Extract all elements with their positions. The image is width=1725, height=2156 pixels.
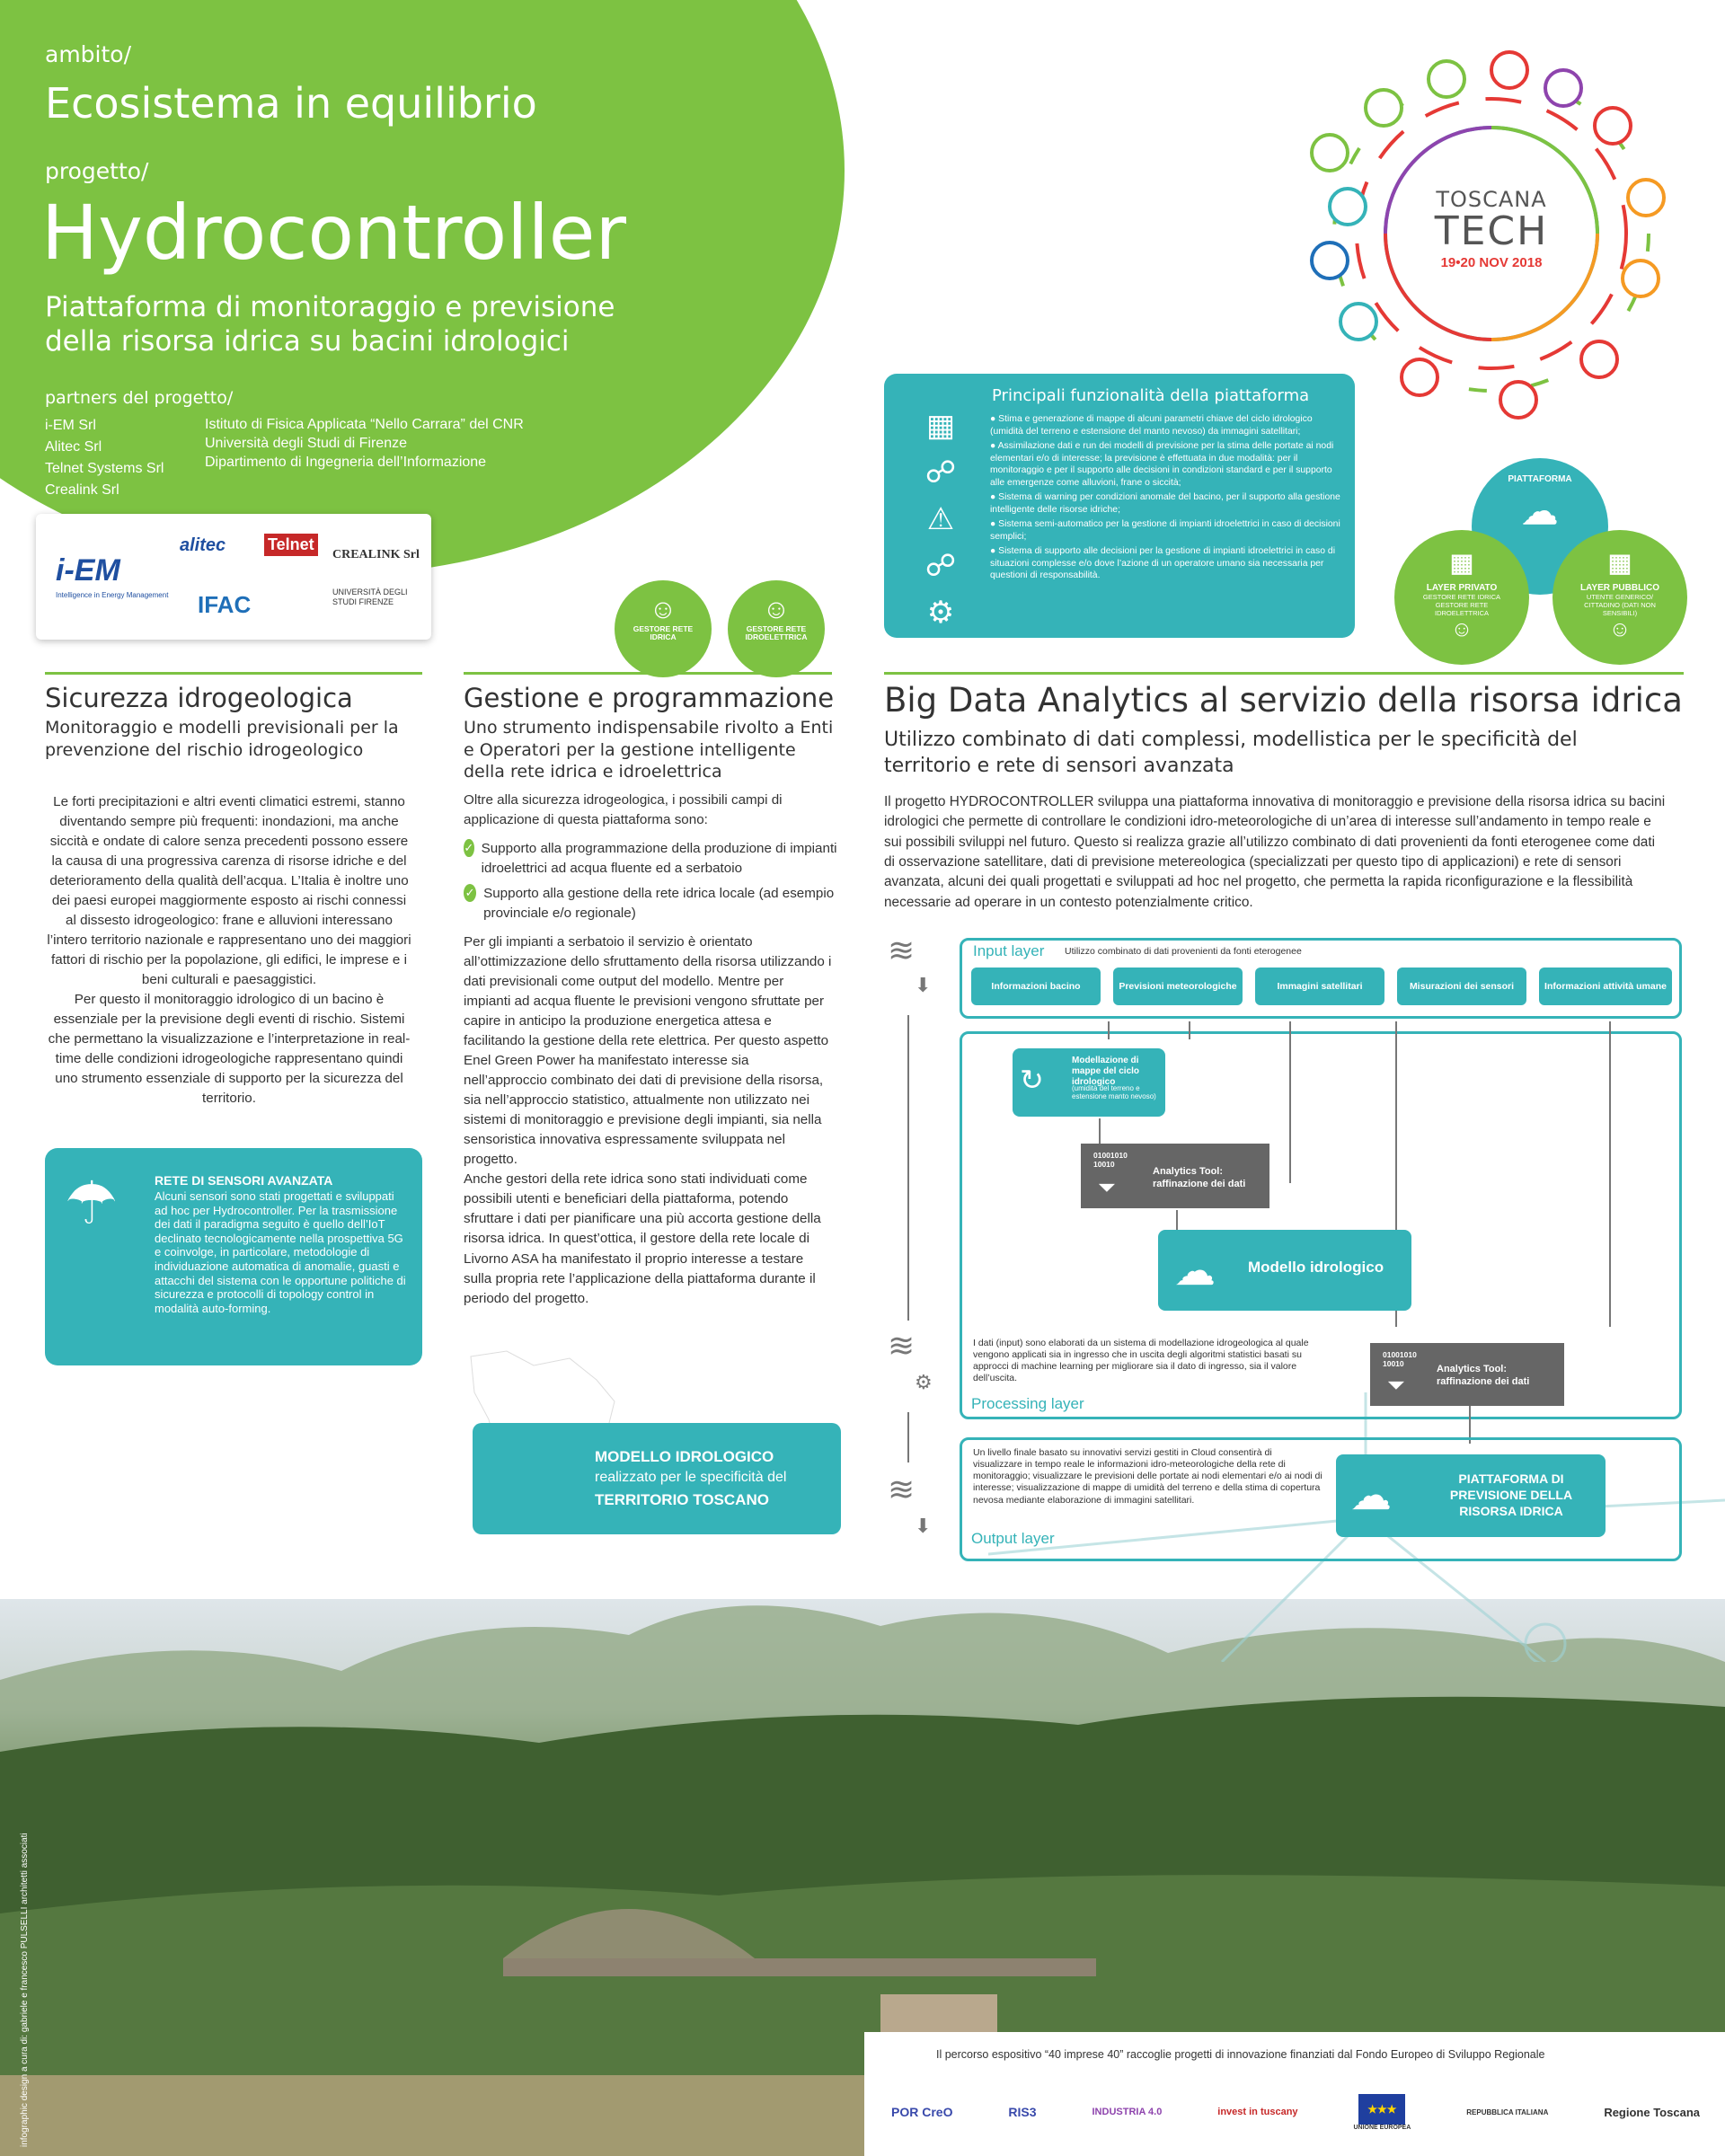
gestione-intro: Oltre alla sicurezza idrogeologica, i possibili campi di applicazione di questa piattaforma sono: (464, 792, 783, 828)
partners-left (45, 415, 164, 501)
rain-icon: ☁ (1174, 1247, 1216, 1294)
input-chip: Informazioni bacino (971, 968, 1101, 1005)
partners-label: partners del progetto/ (45, 388, 234, 408)
funzionalita-box (884, 374, 1355, 638)
telnet-logo: Telnet (264, 534, 318, 556)
flow-line (907, 1015, 909, 1321)
flow-line (907, 1412, 909, 1462)
partner: Università degli Studi di Firenze (205, 436, 407, 451)
pubblico-icon: ▦ (1607, 549, 1632, 577)
upload-icon: ⬇ (915, 1515, 932, 1537)
progetto-label: progetto/ (45, 158, 149, 184)
rete-sensori-title: RETE DI SENSORI AVANZATA (155, 1173, 333, 1188)
check-icon: ✓ (464, 839, 474, 857)
ris3-logo: RIS3 (1008, 2105, 1037, 2119)
analytics-tool-1: 01001010 10010 ⏷ Analytics Tool: raffinazione dei dati (1081, 1144, 1269, 1208)
people-network-icon: ☍ (924, 549, 957, 583)
footer-bar (864, 2032, 1725, 2156)
por-creo-logo: POR CreO (891, 2105, 953, 2119)
partner: Alitec Srl (45, 439, 102, 455)
modello-box-line3: TERRITORIO TOSCANO (595, 1491, 769, 1508)
bigdata-body: Il progetto HYDROCONTROLLER sviluppa una piattaforma innovativa di monitoraggio e previsione della risorsa idrica su bacini idrologici che permette di controllare le condizioni idro-meteorologiche di un’area di interesse sull’andamento in tempo reale e sui possibili sviluppi nel futuro. Questo si realizza grazie all’utilizzo combinato di dati provenienti da fonti eterogenee come dati di osservazione satellitare, dati di previsione metereologica (specializzati per questo tipo di applicazioni) e rete di sensori avanzata, alcuni dei quali progettati e sviluppati ad hoc nel progetto, che permetta la rapida riconfigurazione e la flessibilità necessarie ad operare in un contesto potenzialmente critico. (884, 794, 1666, 910)
processing-layer-label: Processing layer (971, 1395, 1084, 1412)
gestore-idrica-icon: ☺ (649, 595, 677, 624)
column-rule (464, 672, 832, 675)
warning-icon: ⚠ (926, 502, 955, 536)
platform-icon: ☁ (1522, 492, 1558, 532)
partner: Istituto di Fisica Applicata “Nello Carrara” del CNR (205, 417, 524, 432)
processing-layer-box (960, 1031, 1682, 1419)
rete-sensori-box (45, 1148, 422, 1365)
funzionalita-list (990, 413, 1340, 582)
input-layer-label: Input layer (973, 942, 1045, 959)
sicurezza-title: Sicurezza idrogeologica (45, 683, 353, 713)
partner: Dipartimento di Ingegneria dell’Informazione (205, 455, 487, 470)
input-chip: Immagini satellitari (1255, 968, 1384, 1005)
partner: Telnet Systems Srl (45, 461, 164, 476)
flow-line (1289, 1021, 1291, 1183)
piattaforma-circle: PIATTAFORMA ☁ (1472, 458, 1608, 595)
output-text: Un livello finale basato su innovativi servizi gestiti in Cloud consentirà di visualizzare in tempo reale le informazioni idro-meteorologiche della rete di monitoraggio; visualizzare le previsioni delle portate ai nodi elementari e/o ai nodi di interesse; visualizzazione di mappe di umidità del terreno e della stima di copertura nevosa mediante elaborazione di immagini satellitari. (973, 1447, 1322, 1506)
bigdata-title: Big Data Analytics al servizio della risorsa idrica (884, 681, 1683, 720)
analytics-tool-2: 01001010 10010 ⏷ Analytics Tool: raffinazione dei dati (1370, 1343, 1564, 1406)
funnel-icon: ⏷ (1388, 1374, 1404, 1396)
invest-in-tuscany-logo: invest in tuscany (1217, 2107, 1298, 2117)
toscana-tech-dates: 19•20 NOV 2018 (1440, 255, 1543, 270)
eu-flag-icon: ★★★ (1358, 2094, 1405, 2125)
modello-idrologico-box (1158, 1230, 1411, 1311)
flow-line (1108, 1021, 1110, 1039)
project-subtitle-2: della risorsa idrica su bacini idrologici (45, 325, 570, 358)
list-item: ● Sistema di warning per condizioni anomale del bacino, per il supporto alla gestione intelligente delle risorse idriche; (990, 492, 1340, 515)
input-chip: Informazioni attività umane (1539, 968, 1672, 1005)
gestione-body: Per gli impianti a serbatoio il servizio è orientato all’ottimizzazione dello sfruttamento della risorsa utilizzando i dati previsionali come output del modello. Mentre per impianti ad acqua fluente le previsioni vengono sfruttate per capire in anticipo la produzione energetica attesa e facilitando la gestione della rete elettrica. Per questo aspetto Enel Green Power ha manifestato interesse sia nell’approccio combinato dei dati di previsione della risorsa, sia nell’approccio statistico, attualmente non utilizzato nei sistemi di monitoraggio e previsione degli impianti, sia nella sensoristica innovativa espressamente sviluppata nel progetto. Anche gestori della rete idrica sono stati individuati come possibili utenti e beneficiari della piattaforma, potendo sfruttare i dati per pianificare una più accorta gestione della risorsa idrica. In quest’ottica, il gestore della rete locale di Livorno ASA ha manifestato il proprio interesse a testare sulla propria rete l’applicazione della piattaforma durante il periodo del progetto. (464, 934, 832, 1306)
ambito-title: Ecosistema in equilibrio (45, 79, 537, 128)
partner-logos-card (36, 514, 431, 640)
mappe-icon: ↻ (1020, 1064, 1044, 1096)
footer-logos (891, 2090, 1700, 2134)
processing-note: I dati (input) sono elaborati da un sistema di modellazione idrogeologica al quale vengono applicati sia in ingresso che in uscita degli algoritmi statistici basati su approcci di machine learning per migliorare sia il dato di ingresso, sia il valore dell’uscita. (973, 1338, 1309, 1384)
column-rule (884, 672, 1684, 675)
list-item: ● Stima e generazione di mappe di alcuni parametri chiave del ciclo idrologico (umidità del terreno e estensione del manto nevoso) da immagini satellitari; (990, 414, 1313, 437)
rete-sensori-body: Alcuni sensori sono stati progettati e sviluppati ad hoc per Hydrocontroller. Per la trasmissione dei dati il paradigma seguito è quello dell’IoT declinato tecnologicamente nella prospettiva 5G e coinvolge, in particolare, metodologie di individuazione automatica di anomalie, guasti e attacchi del sistema con le opportune politiche di sicurezza e protocolli di topology control in modalità auto-forming. (155, 1189, 406, 1315)
input-layer-icon: ≋ (888, 932, 916, 968)
output-layer-box (960, 1437, 1682, 1561)
sicurezza-body: Le forti precipitazioni e altri eventi climatici estremi, stanno diventando sempre più frequenti: inondazioni, ma anche siccità e ondate di calore senza precedenti possono essere la causa di una progressiva carenza di risorse idriche e del deterioramento della qualità dell’acqua. L’Italia è inoltre uno dei paesi europei maggiormente esposto ai rischi connessi al dissesto idrogeologico: frane e alluvioni interessano l’intero territorio nazionale e rappresentano uno dei maggiori fattori di rischio per la popolazione, gli edifici, le imprese e i beni culturali e paesaggistici. Per questo il monitoraggio idrologico di un bacino è essenziale per la previsione degli eventi di rischio. Sistemi che permettano la visualizzazione e l’interpretazione in real-time delle condizioni idrogeologiche rappresentano quindi uno strumento essenziale di supporto per la sicurezza del territorio. (47, 794, 411, 1107)
piattaforma-box (1336, 1454, 1606, 1537)
iem-logo: i-EM (56, 553, 120, 588)
iem-tagline: Intelligence in Energy Management (56, 591, 169, 599)
repubblica-italiana-logo: REPUBBLICA ITALIANA (1466, 2107, 1549, 2116)
design-credit: infographic design a cura di: gabriele e francesco PULSELLI architetti associati (20, 1833, 30, 2147)
toscana-tech-line1: TOSCANA (1436, 187, 1547, 212)
footer-text: Il percorso espositivo “40 imprese 40” raccoglie progetti di innovazione finanziati dal Fondo Europeo di Sviluppo Regionale (936, 2048, 1545, 2061)
flow-line (1189, 1021, 1190, 1039)
modello-title: Modello idrologico (1248, 1259, 1384, 1276)
map-icon: ▦ (925, 409, 956, 443)
check-item: ✓ Supporto alla programmazione della produzione di impianti idroelettrici ad acqua fluente ed a serbatoio (464, 841, 837, 877)
ambito-label: ambito/ (45, 41, 132, 67)
modello-idrologico-box (473, 1423, 841, 1534)
unifi-logo: UNIVERSITÀ DEGLI STUDI FIRENZE (332, 588, 408, 606)
list-item: ● Sistema di supporto alle decisioni per la gestione di impianti idroelettrici in caso di situazioni complesse e/o dove l’azione di un operatore umano sia necessaria per questioni di responsabilità. (990, 546, 1336, 581)
partners-right (205, 415, 524, 472)
user-icon: ☺ (1450, 617, 1473, 641)
list-item: ● Sistema semi-automatico per la gestione di impianti idroelettrici in caso di decisioni semplici; (990, 519, 1340, 542)
alitec-logo: alitec (180, 535, 226, 555)
column-rule (45, 672, 422, 675)
piattaforma-title: PIATTAFORMA DI PREVISIONE DELLA RISORSA IDRICA (1449, 1471, 1573, 1519)
citizen-icon: ☺ (1608, 617, 1632, 641)
gestione-title: Gestione e programmazione (464, 683, 835, 713)
funzionalita-title: Principali funzionalità della piattaforma (992, 386, 1310, 405)
mappe-box (1013, 1048, 1165, 1117)
output-layer-label: Output layer (971, 1530, 1055, 1547)
layer-pubblico-circle: ▦ LAYER PUBBLICO UTENTE GENERICO/ CITTADINO (DATI NON SENSIBILI) ☺ (1552, 530, 1687, 665)
funzionalita-icons (909, 402, 972, 636)
ifac-logo: IFAC (198, 591, 252, 618)
mappe-title: Modellazione di mappe del ciclo idrologico (1072, 1056, 1140, 1087)
regione-toscana-logo: Regione Toscana (1604, 2105, 1700, 2119)
input-chip: Misurazioni dei sensori (1397, 968, 1526, 1005)
crealink-logo: CREALINK Srl (332, 548, 420, 561)
settings-icon: ⚙ (915, 1371, 933, 1393)
gestione-subtitle: Uno strumento indispensabile rivolto a Enti e Operatori per la gestione intelligente della rete idrica e idroelettrica (464, 718, 834, 782)
mappe-sub: (umidità del terreno e estensione manto nevoso) (1072, 1084, 1156, 1101)
input-layer-desc: Utilizzo combinato di dati provenienti da fonti eterogenee (1065, 946, 1302, 957)
input-layer-box (960, 938, 1682, 1019)
modello-box-line2: realizzato per le specificità del (595, 1470, 787, 1485)
toscana-tech-line2: TECH (1434, 208, 1549, 254)
cloud-chart-icon: ☁ (1350, 1471, 1392, 1518)
project-subtitle-1: Piattaforma di monitoraggio e previsione (45, 291, 615, 323)
output-layer-icon: ≋ (888, 1471, 916, 1507)
sicurezza-subtitle: Monitoraggio e modelli previsionali per la prevenzione del rischio idrogeologico (45, 718, 399, 760)
funnel-icon: ⏷ (1099, 1176, 1115, 1198)
network-people-icon: ☍ (924, 455, 957, 490)
decision-icon: ⚙ (926, 596, 955, 630)
processing-layer-icon: ≋ (888, 1327, 916, 1364)
bigdata-subtitle: Utilizzo combinato di dati complessi, modellistica per le specificità del territorio e rete di sensori avanzata (884, 729, 1578, 777)
input-chip: Previsioni meteorologiche (1113, 968, 1243, 1005)
modello-box-title: MODELLO IDROLOGICO (595, 1448, 774, 1465)
check-item: ✓ Supporto alla gestione della rete idrica locale (ad esempio provinciale e/o regionale) (464, 886, 835, 922)
flow-line (1609, 1021, 1611, 1327)
gestore-idroelettrica-icon: ☺ (762, 595, 791, 624)
gestione-checklist (464, 839, 841, 923)
partner: Crealink Srl (45, 482, 119, 498)
check-icon: ✓ (464, 884, 476, 902)
sensor-icon: ☂ (65, 1170, 119, 1236)
download-icon: ⬇ (915, 974, 932, 996)
eu-flag-logo: ★★★ UNIONE EUROPEA (1354, 2094, 1411, 2131)
list-item: ● Assimilazione dati e run dei modelli di previsione per la stima delle portate ai nodi elementari e/o di interesse; la previsione è effettuata in due modalità: per il monitoraggio e per il supporto alle decisioni in condizioni standard e per il supporto alle emergenze come alluvioni, frane o siccità; (990, 441, 1334, 488)
gestore-idrica-circle: ☺ GESTORE RETE IDRICA (615, 580, 712, 677)
privato-icon: ▦ (1449, 549, 1474, 577)
layer-privato-circle: ▦ LAYER PRIVATO GESTORE RETE IDRICA GESTORE RETE IDROELETTRICA ☺ (1394, 530, 1529, 665)
project-title: Hydrocontroller (41, 189, 626, 277)
gestore-idroelettrica-circle: ☺ GESTORE RETE IDROELETTRICA (728, 580, 825, 677)
partner: i-EM Srl (45, 418, 96, 433)
industria40-logo: INDUSTRIA 4.0 (1092, 2107, 1163, 2117)
